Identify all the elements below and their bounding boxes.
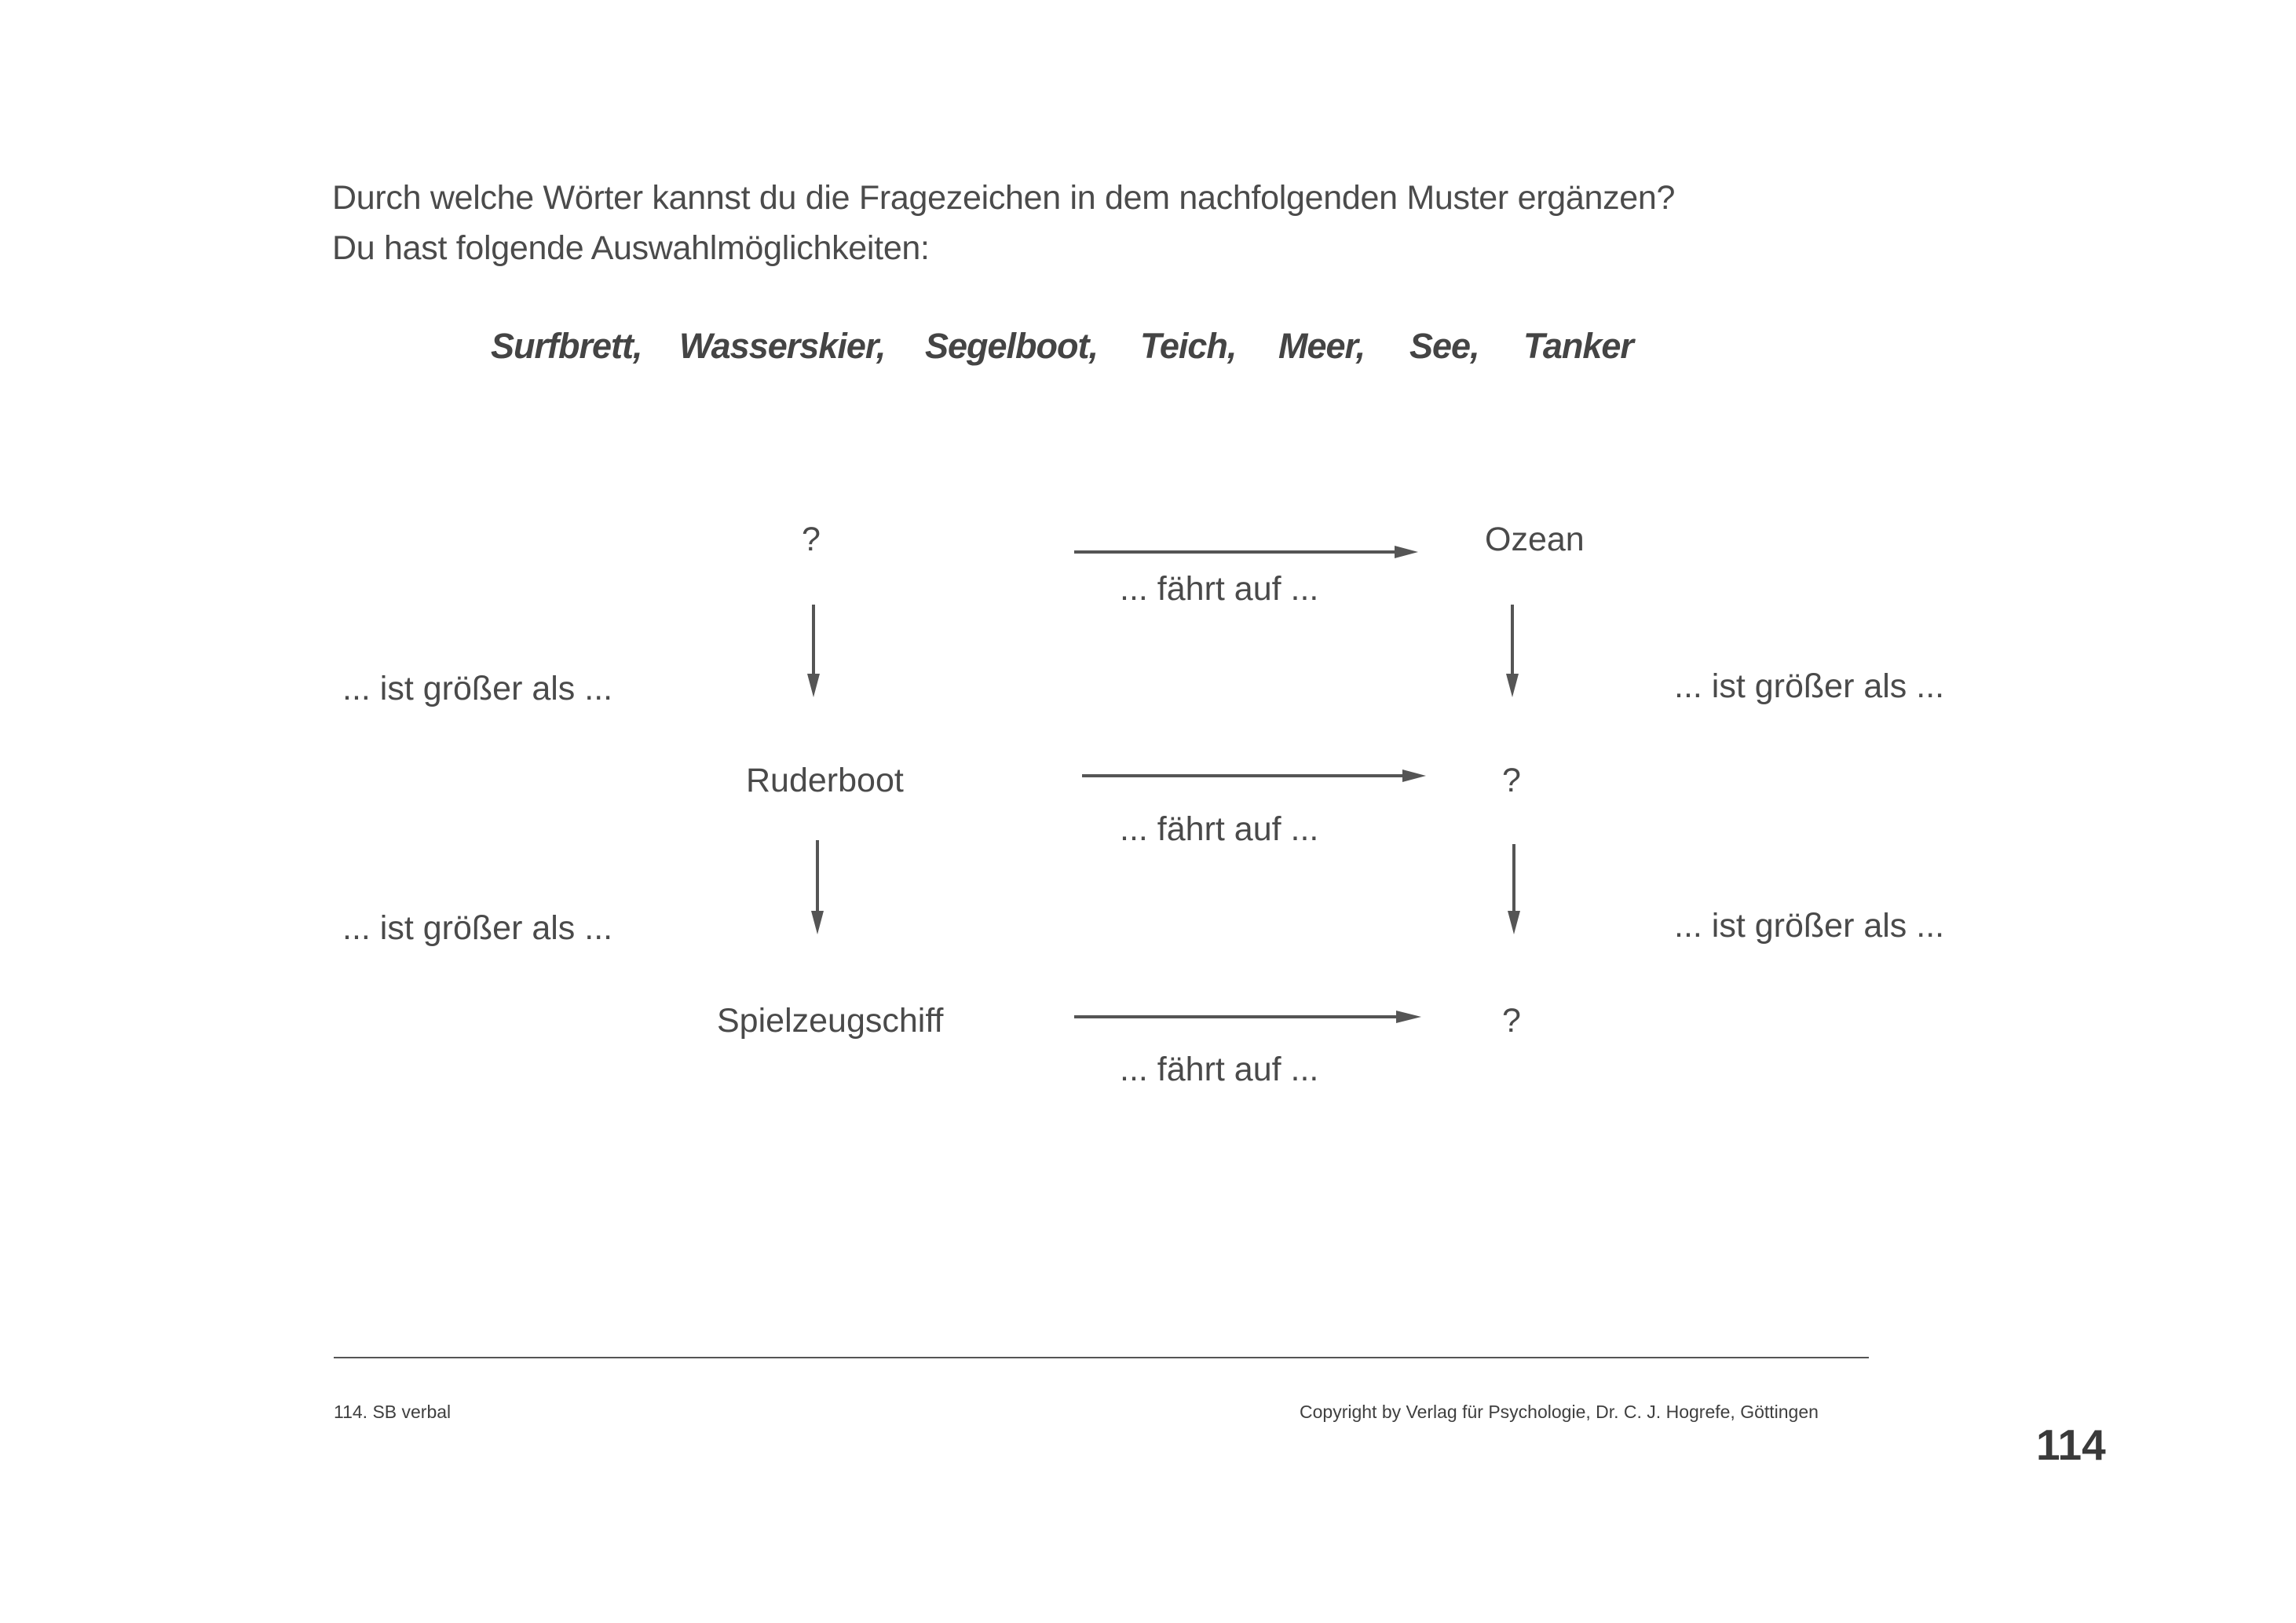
node-right-middle: ? [1502,762,1521,799]
footer-code: 114. SB verbal [334,1402,452,1422]
arrow-right-3 [1074,1011,1421,1023]
arrow-right-2 [1082,769,1426,782]
option-word: Surfbrett, [491,326,642,366]
arrow-down-right-2 [1508,844,1520,934]
option-word: See, [1409,326,1479,366]
footer-copyright: Copyright by Verlag für Psychologie, Dr. C. J. Hogrefe, Göttingen [1300,1402,1819,1422]
question-line-1: Durch welche Wörter kannst du die Fragezeichen in dem nachfolgenden Muster ergänzen? [332,179,1676,217]
node-left-middle: Ruderboot [746,762,904,799]
relation-label-horizontal: ... fährt auf ... [1120,1051,1319,1088]
node-right-top: Ozean [1485,521,1585,558]
option-word: Segelboot, [925,326,1099,366]
arrow-down-right-1 [1506,605,1519,697]
page-number: 114 [2036,1420,2106,1469]
relation-label-vertical-right: ... ist größer als ... [1674,667,1945,705]
relation-label-vertical-left: ... ist größer als ... [342,670,613,707]
arrow-right-1 [1074,546,1418,558]
option-word: Wasserskier, [679,326,886,366]
arrow-down-left-1 [807,605,820,697]
relation-label-vertical-left: ... ist größer als ... [342,909,613,947]
option-word: Teich, [1140,326,1237,366]
relation-label-horizontal: ... fährt auf ... [1120,570,1319,608]
arrow-down-left-2 [811,840,824,934]
relation-label-horizontal: ... fährt auf ... [1120,810,1319,848]
node-left-top: ? [802,521,821,558]
node-left-bottom: Spielzeugschiff [717,1002,944,1040]
node-right-bottom: ? [1502,1002,1521,1040]
footer-divider [334,1357,1869,1358]
option-word: Meer, [1278,326,1366,366]
relation-label-vertical-right: ... ist größer als ... [1674,907,1945,945]
question-line-2: Du hast folgende Auswahlmöglichkeiten: [332,229,930,267]
option-word: Tanker [1523,326,1633,366]
